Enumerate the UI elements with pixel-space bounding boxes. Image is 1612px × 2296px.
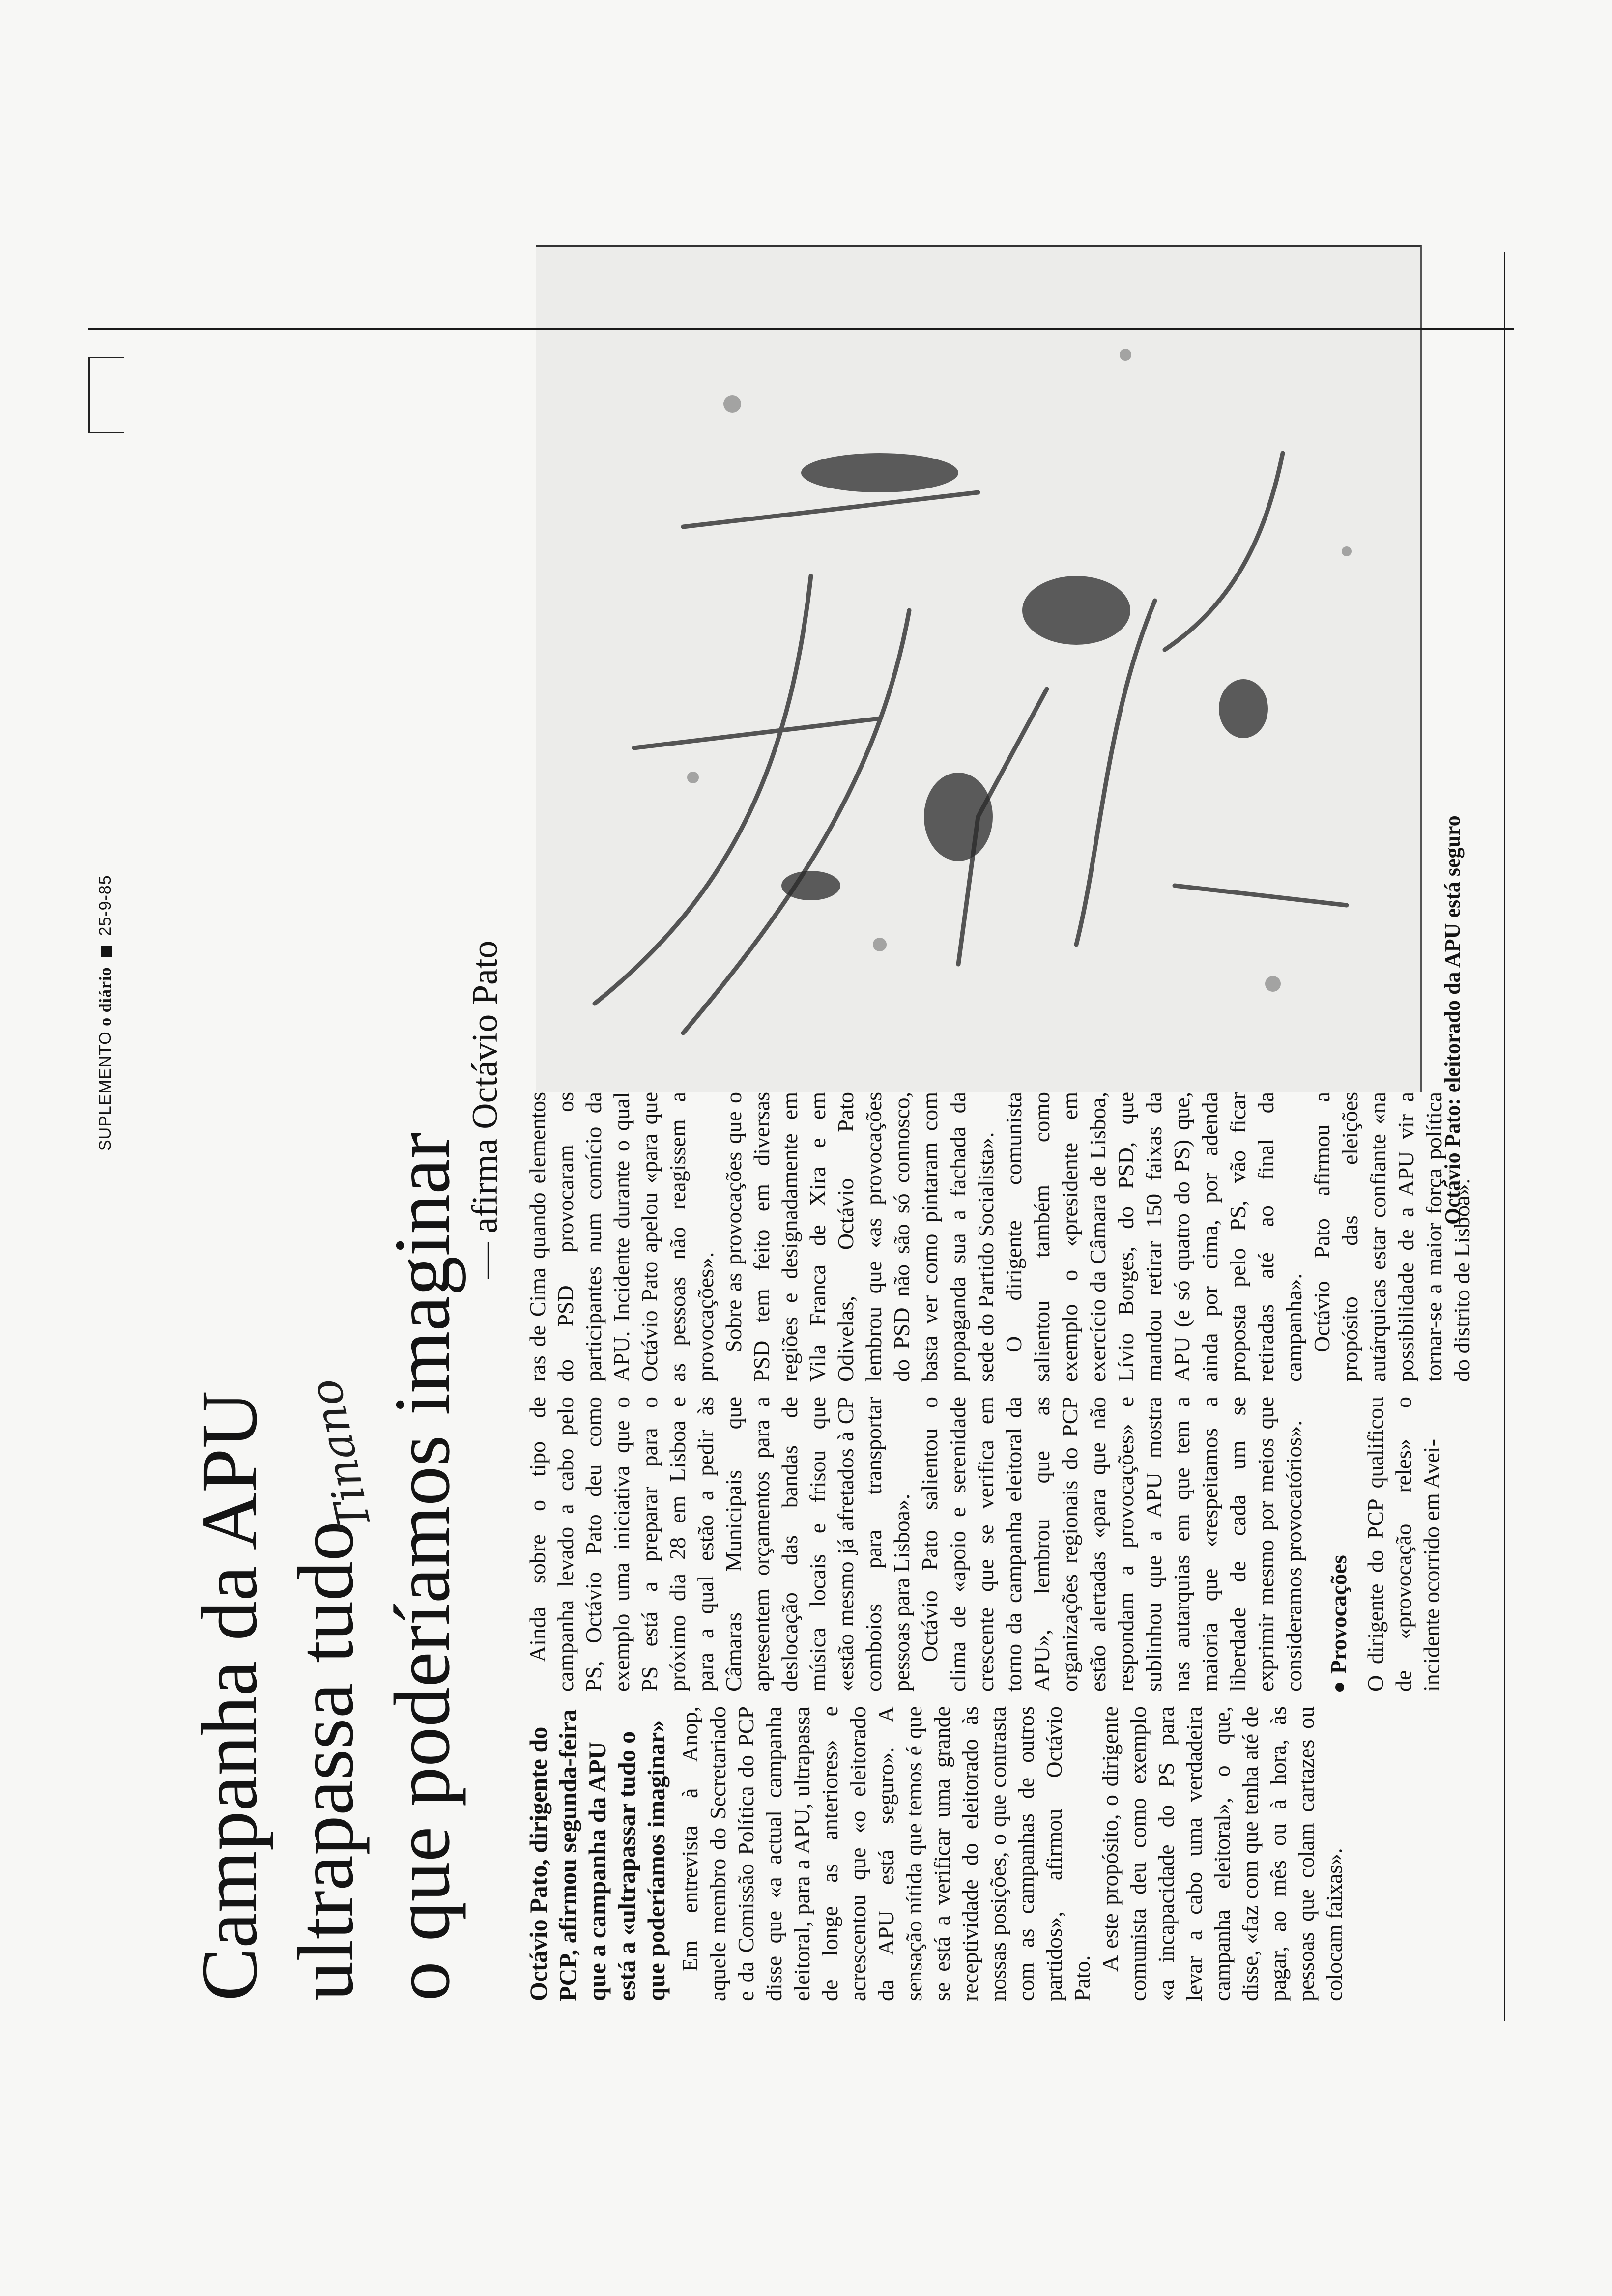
bullet-icon [1335,1683,1344,1692]
separator-square-icon [101,946,112,957]
lead-paragraph: Octávio Pato, dirigente do PCP, afirmou segunda-feira que a campanha da APU está a «ultrapassar tudo o que poderíamos imaginar» [524,1709,670,2001]
headline-line-3: o que poderíamos imaginar [378,1132,466,2001]
byline: — afirma Octávio Pato [465,940,505,1279]
paragraph: Octávio Pato afirmou a propósito das eleições autárquicas estar confiante «na possibilidade de a APU vir a tornar-se a maior força política do distrito de Lisboa». [1309,1092,1474,1382]
handwritten-annotation: Tinano [299,1374,382,1536]
paragraph: Em entrevista à Anop, aquele membro do Secretariado e da Comissão Política do PCP disse que «a actual campanha eleitoral, para a APU, ultrapassa de longe as anteriores» e acrescentou que «o eleitorado da APU está seguro». A sensação nítida que temos é que se está a verificar uma grande receptividade do eleitorado às nossas posições, o que contrasta com as campanhas de outros partidos», afirmou Octávio Pato. [677,1706,1094,2001]
photo-octavio-pato [536,245,1422,1092]
photo-image [536,247,1420,1092]
subheading [1324,1397,1353,1692]
headline-line-2: ultrapassa tudo [282,1521,370,2001]
photo-caption: Octávio Pato: eleitorado da APU está seguro [1440,815,1465,1225]
issue-date: 25-9-85 [96,875,115,936]
column-3 [523,1092,1476,1382]
paragraph: Octávio Pato salientou o clima de «apoio e serenidade crescente que se verifica em torno da campanha eleitoral da APU», lembrou que as organizações regionais do PCP estão alertadas «para que não respondam a provocações» e sublinhou que a APU mostra nas autarquias em que tem a maioria que «respeitamos a liberdade de cada um se exprimir mesmo por meios que consideramos provocatórios». [917,1397,1306,1692]
bottom-rule [1504,252,1505,2021]
section-name: SUPLEMENTO [96,1031,115,1151]
paragraph: O dirigente comunista salientou também como exemplo o «presidente em exercício da Câmara de Lisboa, Lívio Borges, do PSD, que mandou retirar 150 faixas da APU (e só quatro do PS) que, ainda por cima, por adenda proposta pelo PS, vão ficar retiradas até ao final da campanha». [1001,1092,1306,1382]
headline-line-1: Campanha da APU [186,1391,274,2001]
newspaper-name: o diário [96,967,115,1026]
margin-rule [88,328,1514,330]
paragraph: Ainda sobre o tipo de campanha levado a cabo pelo PS, Octávio Pato deu como exemplo uma iniciativa que o PS está a preparar para o próximo dia 28 em Lisboa e para a qual estão a pedir às Câmaras Municipais que apresentem orçamentos para a deslocação das bandas de música locais e frisou que «estão mesmo já afretados à CP comboios para transportar pessoas para Lisboa». [525,1397,914,1692]
headline [182,330,471,2001]
page-header [96,875,115,1151]
subheading-text: Provocações [1326,1555,1351,1674]
column-1 [523,1706,1348,2001]
column-2 [523,1397,1445,1692]
clipping-corner-mark [88,357,124,433]
paragraph: O dirigente do PCP qualificou de «provocação reles» o incidente ocorrido em Avei- [1363,1397,1444,1692]
paragraph: Sobre as provocações que o PSD tem feito em diversas regiões e designadamente em Vila Franca de Xira e em Odivelas, Octávio Pato lembrou que «as provocações do PSD não são só connosco, basta ver como pintaram com propaganda sua a fachada da sede do Partido Socialista». [721,1092,998,1382]
paragraph: A este propósito, o dirigente comunista deu como exemplo «a incapacidade do PS para levar a cabo uma verdadeira campanha eleitoral», o que, disse, «faz com que tenha até de pagar, ao mês ou à hora, às pessoas que colam cartazes ou colocam faixas». [1097,1706,1347,2001]
paragraph: ras de Cima quando elementos do PSD provocaram os participantes num comício da APU. Incidente durante o qual Octávio Pato apelou «para que as pessoas não reagissem a provocações». [525,1092,718,1382]
